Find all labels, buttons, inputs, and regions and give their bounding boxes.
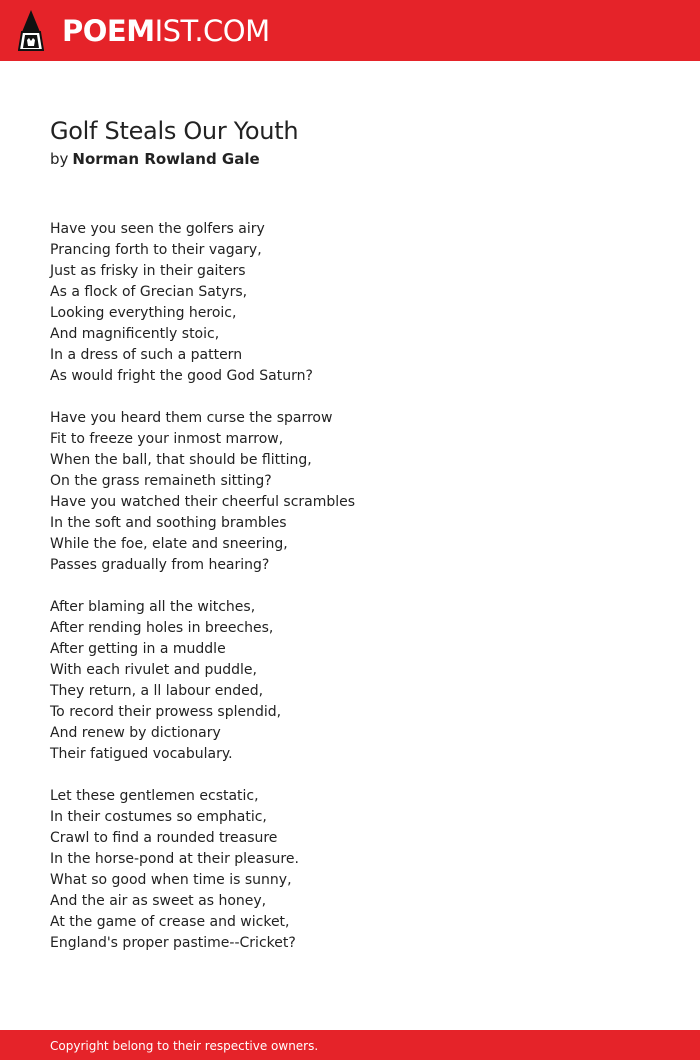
poem-line: When the ball, that should be flitting,: [50, 452, 312, 468]
poem-line: Passes gradually from hearing?: [50, 557, 270, 573]
poem-line: In the soft and soothing brambles: [50, 515, 287, 531]
poem-line: As a flock of Grecian Satyrs,: [50, 284, 248, 300]
poem-line: On the grass remaineth sitting?: [50, 473, 272, 489]
by-label: by: [50, 150, 69, 168]
poem-line: Looking everything heroic,: [50, 305, 237, 321]
poem-line: After getting in a muddle: [50, 641, 226, 657]
poem-line: After rending holes in breeches,: [50, 620, 274, 636]
site-logo[interactable]: [62, 13, 270, 49]
poem-line: Crawl to find a rounded treasure: [50, 830, 278, 846]
pencil-tip-icon[interactable]: [18, 10, 44, 51]
site-footer: [0, 1030, 700, 1060]
poem-line: To record their prowess splendid,: [50, 704, 282, 720]
poem-line: In their costumes so emphatic,: [50, 809, 267, 825]
poem-line: Fit to freeze your inmost marrow,: [50, 431, 284, 447]
poem-line: England's proper pastime--Cricket?: [50, 935, 296, 951]
poem-line: Prancing forth to their vagary,: [50, 242, 262, 258]
stanza: [50, 786, 650, 954]
poem-line: After blaming all the witches,: [50, 599, 256, 615]
poem-body: [50, 219, 650, 975]
stanza: [50, 597, 650, 765]
copyright-text: Copyright belong to their respective owners.: [50, 1039, 319, 1053]
author-name[interactable]: Norman Rowland Gale: [72, 150, 260, 168]
poem-line: With each rivulet and puddle,: [50, 662, 257, 678]
poem-line: In a dress of such a pattern: [50, 347, 243, 363]
poem-line: As would fright the good God Saturn?: [50, 368, 313, 384]
stanza: [50, 408, 650, 576]
poem-line: Just as frisky in their gaiters: [50, 263, 246, 279]
poem-line: Have you seen the golfers airy: [50, 221, 265, 237]
byline: [50, 149, 260, 169]
poem-title: Golf Steals Our Youth: [50, 117, 299, 145]
poem-line: What so good when time is sunny,: [50, 872, 292, 888]
poem-line: While the foe, elate and sneering,: [50, 536, 288, 552]
logo-light-text: IST.COM: [154, 14, 270, 48]
site-header: [0, 0, 700, 61]
stanza: [50, 219, 650, 387]
poem-line: Their fatigued vocabulary.: [50, 746, 233, 762]
poem-line: And magnificently stoic,: [50, 326, 220, 342]
logo-bold-text: POEM: [62, 14, 155, 48]
poem-line: At the game of crease and wicket,: [50, 914, 290, 930]
poem-line: And renew by dictionary: [50, 725, 221, 741]
poem-line: In the horse-pond at their pleasure.: [50, 851, 299, 867]
poem-line: Let these gentlemen ecstatic,: [50, 788, 259, 804]
poem-line: Have you watched their cheerful scrambles: [50, 494, 356, 510]
poem-line: And the air as sweet as honey,: [50, 893, 267, 909]
poem-line: Have you heard them curse the sparrow: [50, 410, 333, 426]
poem-line: They return, a ll labour ended,: [50, 683, 264, 699]
